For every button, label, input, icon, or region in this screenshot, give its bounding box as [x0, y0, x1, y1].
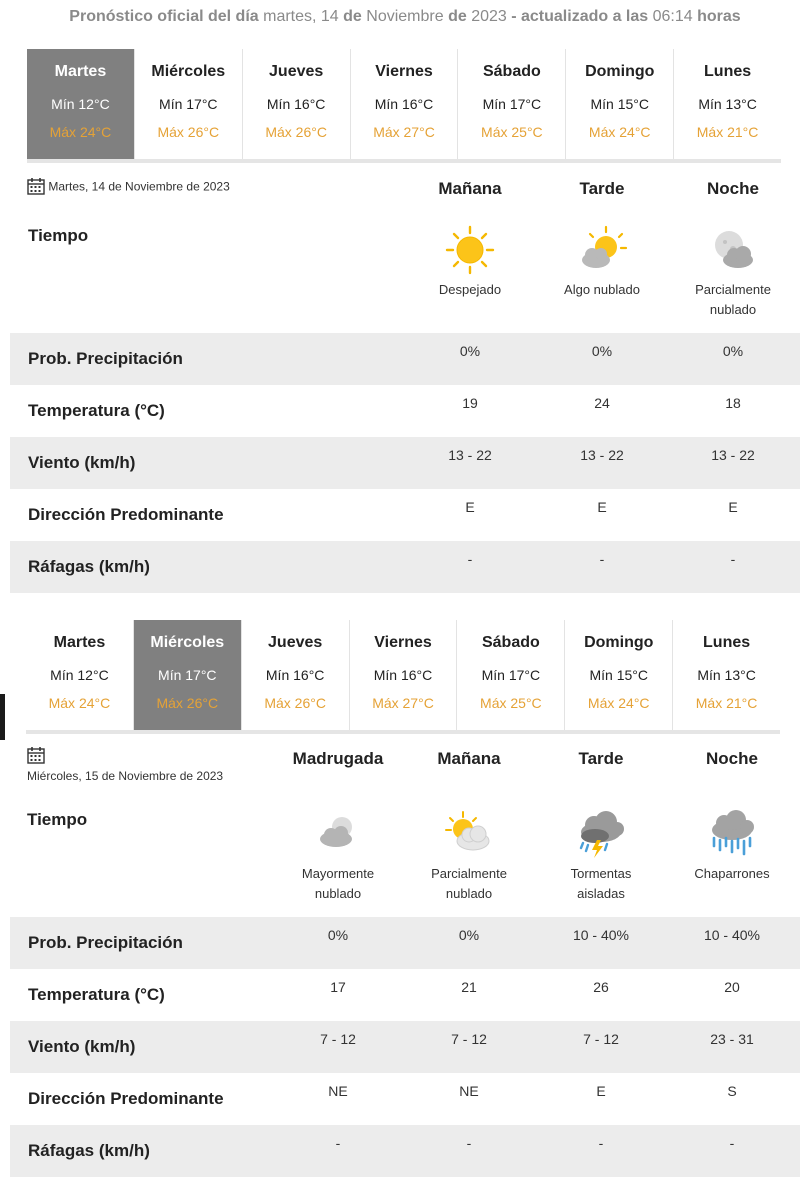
tiempo-label: Tiempo — [27, 810, 88, 829]
period-header-tarde: Tarde — [579, 179, 625, 198]
weather-cell — [668, 224, 798, 320]
moon-cloud-night-icon — [273, 808, 403, 860]
row-direccion — [10, 489, 800, 541]
day-name: Viernes — [375, 63, 433, 80]
weather-label: Mayormente nublado — [301, 866, 375, 901]
max-temp: Máx 25°C — [481, 124, 543, 140]
header-date-month: Noviembre — [361, 8, 449, 25]
showers-icon — [667, 808, 797, 860]
tabs-divider — [27, 159, 781, 163]
row-value: 26 — [593, 979, 609, 995]
row-value: - — [729, 1135, 735, 1151]
weather-label: Tormentas aisladas — [570, 866, 632, 901]
min-temp: Mín 17°C — [482, 96, 542, 112]
row-rafagas — [10, 541, 800, 593]
day-tab-sabado[interactable] — [458, 49, 566, 159]
max-temp: Máx 24°C — [588, 124, 651, 140]
row-label: Temperatura (°C) — [28, 985, 165, 1004]
date-line-1 — [27, 177, 230, 198]
calendar-icon — [27, 746, 223, 767]
max-temp: Máx 21°C — [696, 124, 759, 140]
day-tab-domingo[interactable] — [566, 49, 674, 159]
min-temp: Mín 17°C — [158, 667, 217, 683]
sun-cloud-icon — [404, 808, 534, 860]
day-name: Lunes — [704, 63, 752, 80]
calendar-icon — [27, 177, 45, 198]
day-name: Miércoles — [150, 634, 225, 651]
row-prob-precipitacion — [10, 917, 800, 969]
min-temp: Mín 15°C — [590, 96, 649, 112]
row-label: Viento (km/h) — [28, 1037, 136, 1056]
weather-cell — [536, 808, 666, 904]
period-header-noche: Noche — [707, 179, 759, 198]
sun-cloud-icon — [537, 224, 667, 276]
period-header-manana: Mañana — [438, 179, 502, 198]
day-tab-viernes[interactable] — [350, 620, 458, 730]
row-value: 13 - 22 — [580, 447, 624, 463]
header-de: de — [343, 8, 362, 25]
min-temp: Mín 12°C — [50, 667, 109, 683]
max-temp: Máx 24°C — [49, 124, 112, 140]
row-viento — [10, 1021, 800, 1073]
header-date-day: martes, 14 — [258, 8, 344, 25]
weather-label: Chaparrones — [694, 866, 770, 881]
date-text: Martes, 14 de Noviembre de 2023 — [48, 179, 230, 194]
row-value: 7 - 12 — [451, 1031, 487, 1047]
row-value: 0% — [722, 343, 744, 359]
row-value: 0% — [459, 343, 481, 359]
header-horas: horas — [697, 8, 741, 25]
row-value: 0% — [327, 927, 349, 943]
tiempo-label: Tiempo — [28, 226, 89, 245]
max-temp: Máx 21°C — [695, 695, 758, 711]
row-label: Temperatura (°C) — [28, 401, 165, 420]
row-value: 13 - 22 — [448, 447, 492, 463]
max-temp: Máx 24°C — [587, 695, 650, 711]
day-tab-jueves[interactable] — [243, 49, 351, 159]
header-title: Pronóstico oficial del día — [69, 8, 259, 25]
max-temp: Máx 27°C — [372, 695, 434, 711]
day-tab-lunes[interactable] — [674, 49, 781, 159]
day-tab-viernes[interactable] — [351, 49, 459, 159]
period-header-manana: Mañana — [437, 749, 501, 768]
row-label: Dirección Predominante — [28, 1089, 224, 1108]
weather-cell — [537, 224, 667, 300]
row-value: - — [467, 551, 473, 567]
day-name: Sábado — [481, 634, 540, 651]
row-value: 24 — [594, 395, 610, 411]
row-value: E — [465, 499, 475, 515]
max-temp: Máx 25°C — [480, 695, 542, 711]
row-value: E — [596, 1083, 606, 1099]
day-tab-lunes[interactable] — [673, 620, 780, 730]
max-temp: Máx 27°C — [373, 124, 435, 140]
row-value: NE — [328, 1083, 348, 1099]
day-name: Domingo — [584, 634, 654, 651]
sun-icon — [405, 224, 535, 276]
day-tab-domingo[interactable] — [565, 620, 673, 730]
day-tabs-2 — [26, 620, 780, 730]
day-name: Lunes — [703, 634, 751, 651]
period-header-madrugada: Madrugada — [292, 749, 384, 768]
max-temp: Máx 26°C — [157, 124, 220, 140]
row-value: 18 — [725, 395, 741, 411]
row-value: 17 — [330, 979, 346, 995]
day-tab-martes[interactable] — [26, 620, 134, 730]
min-temp: Mín 12°C — [51, 96, 110, 112]
day-tab-miercoles[interactable] — [134, 620, 242, 730]
row-direccion — [10, 1073, 800, 1125]
row-viento — [10, 437, 800, 489]
row-value: 21 — [461, 979, 477, 995]
row-value: 13 - 22 — [711, 447, 755, 463]
moon-cloud-icon — [668, 224, 798, 276]
weather-label: Parcialmente nublado — [695, 282, 771, 317]
header-date-year: 2023 — [466, 8, 512, 25]
day-name: Miércoles — [151, 63, 226, 80]
min-temp: Mín 16°C — [374, 96, 434, 112]
max-temp: Máx 24°C — [48, 695, 111, 711]
weather-label: Parcialmente nublado — [431, 866, 507, 901]
day-name: Viernes — [374, 634, 432, 651]
row-label: Viento (km/h) — [28, 453, 136, 472]
min-temp: Mín 13°C — [697, 667, 756, 683]
max-temp: Máx 26°C — [264, 695, 326, 711]
period-header-tarde: Tarde — [578, 749, 624, 768]
period-header-noche: Noche — [706, 749, 758, 768]
row-value: S — [727, 1083, 737, 1099]
row-value: - — [599, 551, 605, 567]
weather-cell — [273, 808, 403, 904]
row-value: E — [728, 499, 738, 515]
day-tab-sabado[interactable] — [457, 620, 565, 730]
date-line-2 — [27, 746, 223, 783]
tabs-divider — [26, 730, 780, 734]
row-temperatura — [10, 385, 800, 437]
forecast-header — [0, 8, 800, 26]
row-label: Ráfagas (km/h) — [28, 1141, 150, 1160]
max-temp: Máx 26°C — [156, 695, 219, 711]
min-temp: Mín 17°C — [159, 96, 218, 112]
row-value: - — [598, 1135, 604, 1151]
min-temp: Mín 16°C — [265, 667, 325, 683]
day-name: Martes — [54, 63, 107, 80]
weather-cell — [404, 808, 534, 904]
row-value: 0% — [591, 343, 613, 359]
day-tab-martes[interactable] — [27, 49, 135, 159]
header-de: de — [448, 8, 467, 25]
day-tab-miercoles[interactable] — [135, 49, 243, 159]
day-name: Jueves — [269, 63, 324, 80]
row-value: E — [597, 499, 607, 515]
day-tabs-1 — [27, 49, 781, 159]
row-value: - — [466, 1135, 472, 1151]
row-label: Dirección Predominante — [28, 505, 224, 524]
row-rafagas — [10, 1125, 800, 1177]
row-value: 23 - 31 — [710, 1031, 754, 1047]
min-temp: Mín 16°C — [266, 96, 326, 112]
row-value: - — [730, 551, 736, 567]
row-value: 10 - 40% — [572, 927, 630, 943]
min-temp: Mín 17°C — [481, 667, 541, 683]
day-tab-jueves[interactable] — [242, 620, 350, 730]
weather-label: Algo nublado — [564, 282, 640, 297]
date-text: Miércoles, 15 de Noviembre de 2023 — [27, 769, 224, 783]
row-value: 10 - 40% — [703, 927, 761, 943]
row-value: 19 — [462, 395, 478, 411]
header-updated: - actualizado a las — [511, 8, 649, 25]
row-value: 7 - 12 — [320, 1031, 356, 1047]
max-temp: Máx 26°C — [265, 124, 327, 140]
side-marker — [0, 694, 5, 740]
row-value: - — [335, 1135, 341, 1151]
row-value: NE — [459, 1083, 479, 1099]
day-name: Domingo — [585, 63, 655, 80]
weather-cell — [405, 224, 535, 300]
min-temp: Mín 13°C — [698, 96, 757, 112]
thunderstorm-icon — [536, 808, 666, 860]
min-temp: Mín 15°C — [589, 667, 648, 683]
row-label: Prob. Precipitación — [28, 933, 183, 952]
day-name: Sábado — [482, 63, 541, 80]
row-value: 20 — [724, 979, 740, 995]
row-temperatura — [10, 969, 800, 1021]
row-value: 7 - 12 — [583, 1031, 619, 1047]
min-temp: Mín 16°C — [373, 667, 433, 683]
header-time: 06:14 — [648, 8, 698, 25]
row-prob-precipitacion — [10, 333, 800, 385]
day-name: Martes — [53, 634, 106, 651]
day-name: Jueves — [268, 634, 323, 651]
weather-cell — [667, 808, 797, 884]
row-label: Ráfagas (km/h) — [28, 557, 150, 576]
row-label: Prob. Precipitación — [28, 349, 183, 368]
weather-label: Despejado — [438, 282, 502, 297]
row-value: 0% — [458, 927, 480, 943]
